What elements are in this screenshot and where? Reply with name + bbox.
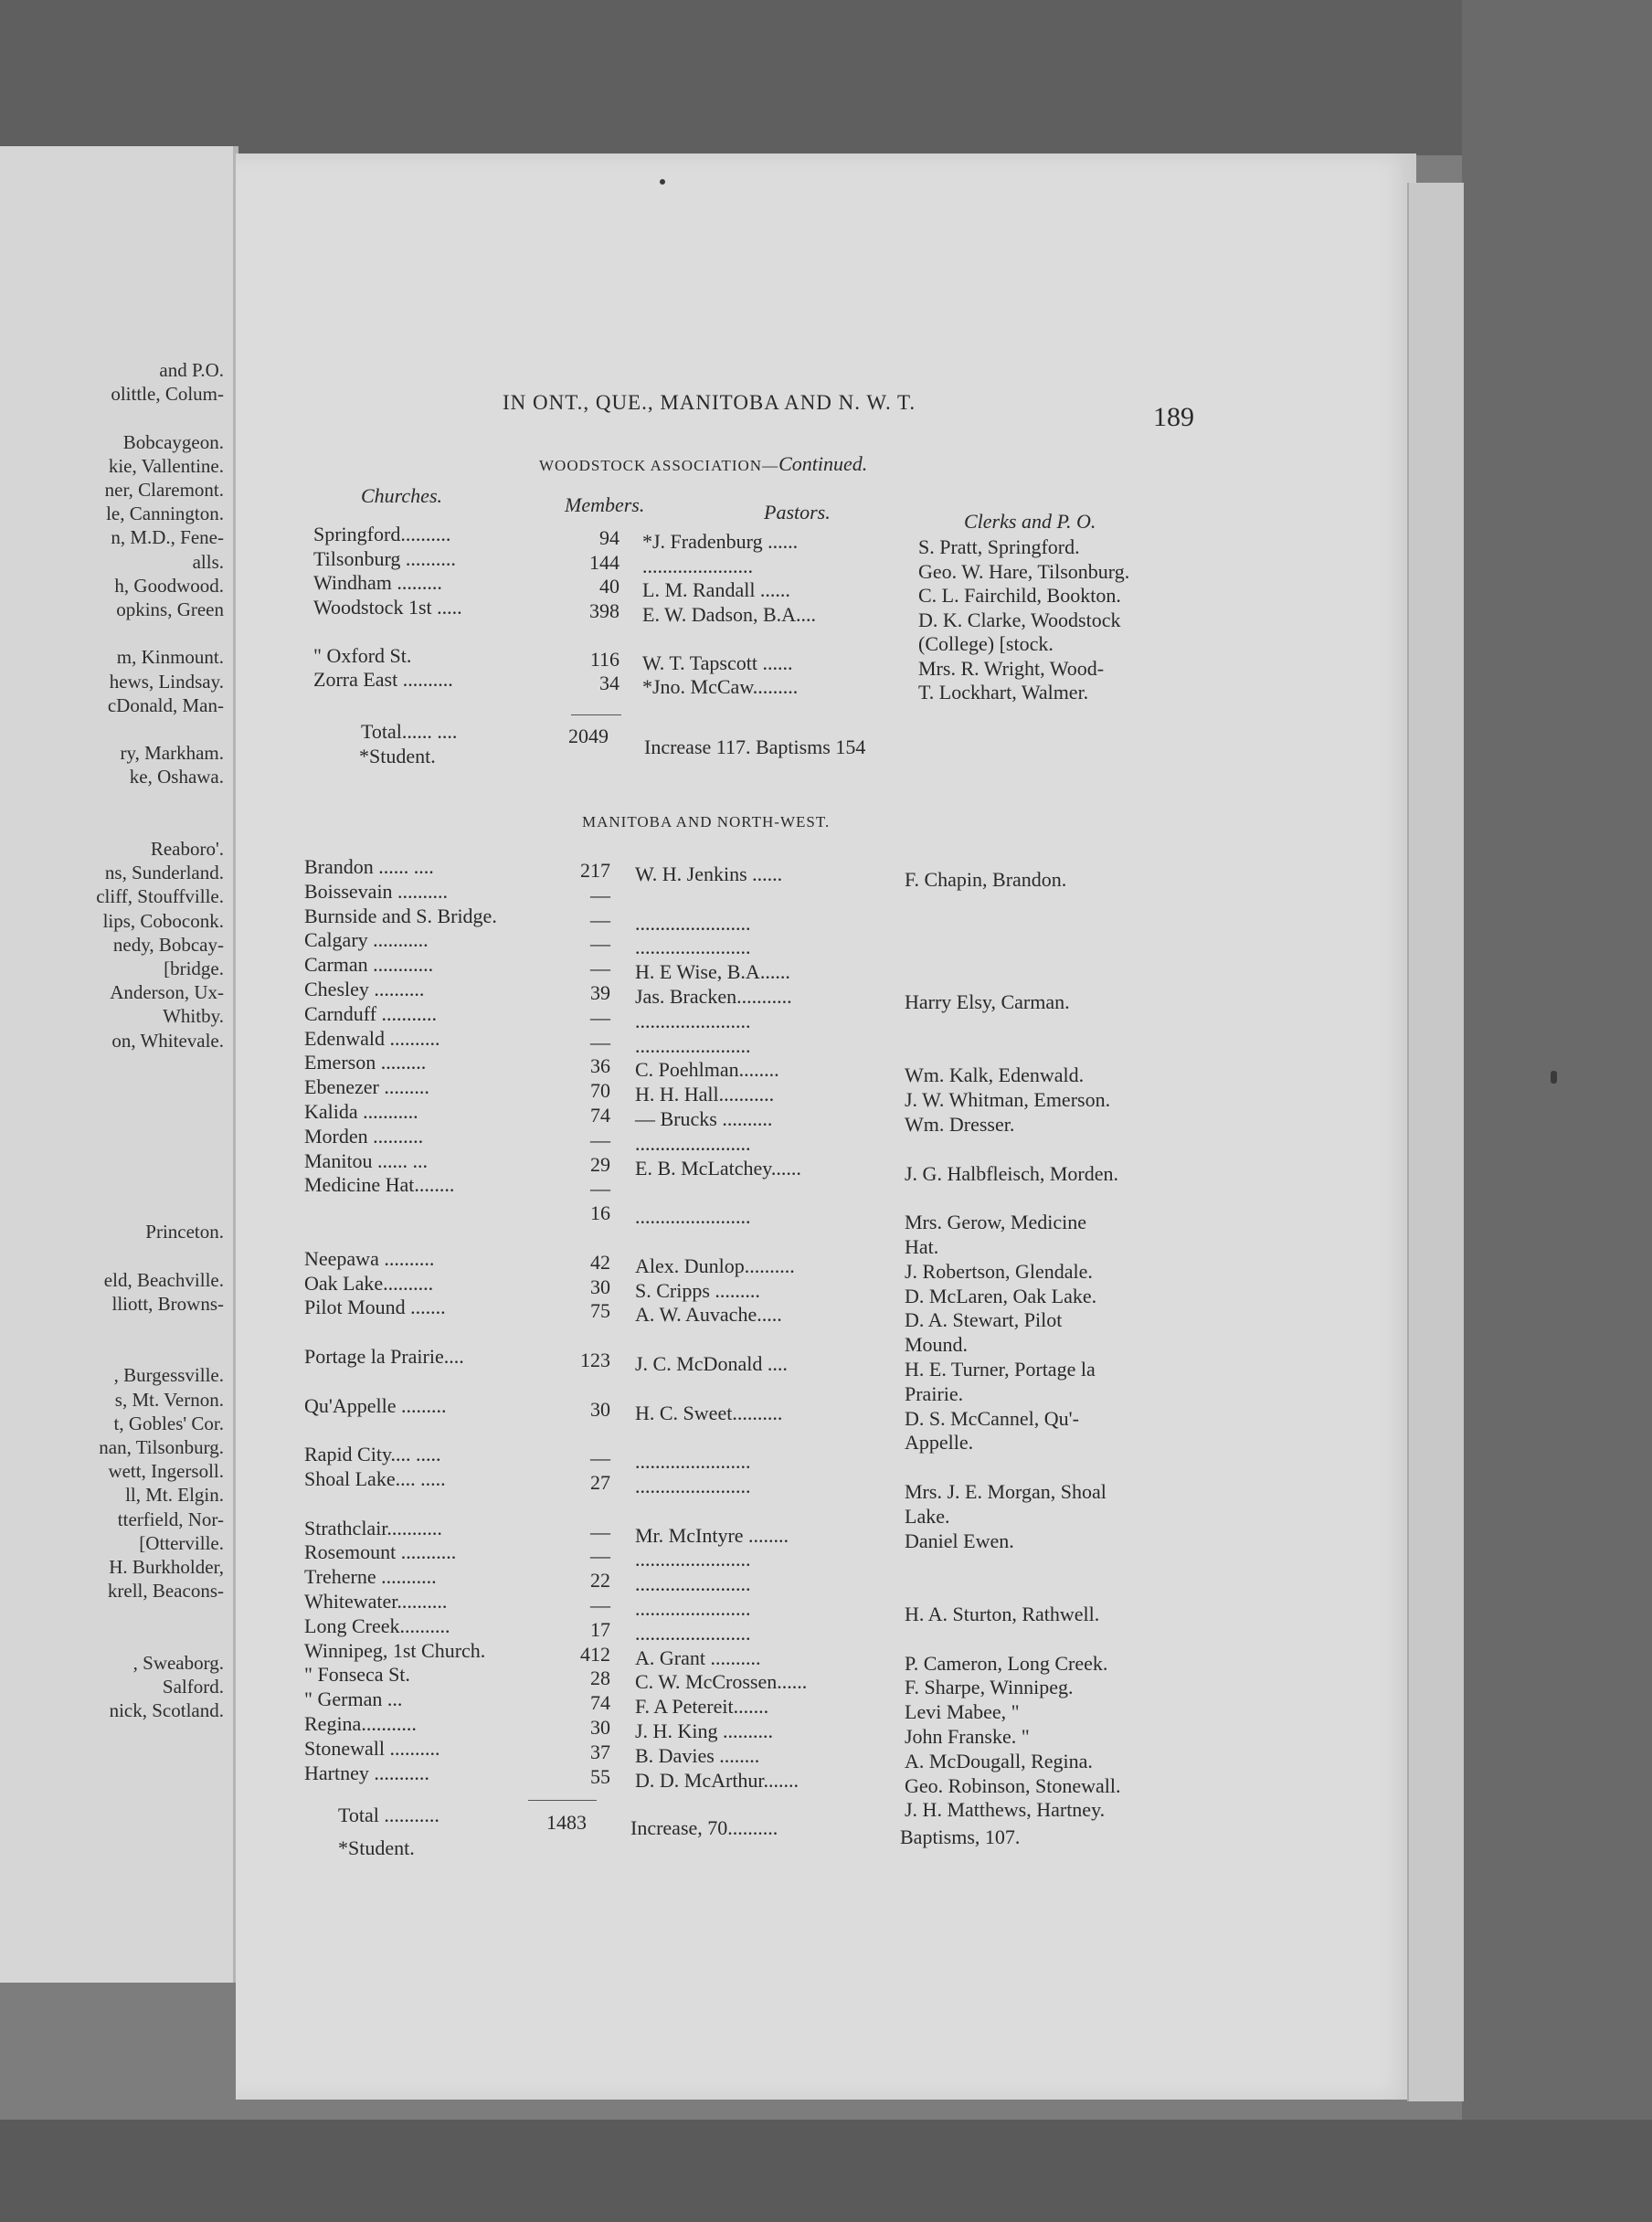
table-row-pastor: Jas. Bracken........... xyxy=(635,985,792,1008)
table-row-church: Qu'Appelle ......... xyxy=(304,1393,447,1417)
table-row-pastor: S. Cripps ......... xyxy=(635,1278,760,1302)
table-row-members: 75 xyxy=(590,1299,610,1323)
manitoba-total-baptisms: Baptisms, 107. xyxy=(900,1825,1021,1848)
table-row-clerk: D. McLaren, Oak Lake. xyxy=(905,1284,1097,1307)
table-row-members: 412 xyxy=(580,1642,610,1666)
scan-background-top xyxy=(0,0,1652,155)
table-row-clerk: Mrs. J. E. Morgan, Shoal xyxy=(905,1480,1107,1503)
table-row-members: 94 xyxy=(599,526,620,549)
table-row-church: Brandon ...... .... xyxy=(304,855,434,878)
table-row-pastor: ....................... xyxy=(635,1033,751,1057)
table-row-members: — xyxy=(590,883,610,906)
left-page-line: nedy, Bobcay- xyxy=(112,933,224,956)
table-row-members: 217 xyxy=(580,859,610,882)
table-row-clerk: J. W. Whitman, Emerson. xyxy=(905,1088,1111,1112)
manitoba-total-members: 1483 xyxy=(546,1811,587,1834)
table-row-church: Oak Lake.......... xyxy=(304,1271,434,1295)
table-row-clerk: J. Robertson, Glendale. xyxy=(905,1259,1093,1283)
table-row-church: Emerson ......... xyxy=(304,1051,427,1074)
table-row-church: Edenwald .......... xyxy=(304,1026,440,1050)
table-row-clerk: J. H. Matthews, Hartney. xyxy=(905,1798,1106,1822)
woodstock-total-members: 2049 xyxy=(568,725,609,747)
table-row-pastor: J. C. McDonald .... xyxy=(635,1352,788,1375)
left-page-line: olittle, Colum- xyxy=(111,383,224,406)
left-page-line: le, Cannington. xyxy=(106,503,224,525)
table-row-church: Regina........... xyxy=(304,1712,417,1735)
scan-speck xyxy=(660,179,665,185)
scan-speck xyxy=(1551,1071,1557,1084)
table-row-pastor: C. Poehlman........ xyxy=(635,1058,779,1082)
table-row-clerk: Geo. W. Hare, Tilsonburg. xyxy=(918,559,1130,583)
section-title-continued: Continued. xyxy=(778,452,868,475)
table-row-pastor: ....................... xyxy=(635,911,751,935)
table-row-church: " German ... xyxy=(304,1688,403,1711)
table-row-clerk: Mrs. R. Wright, Wood- xyxy=(918,656,1105,680)
left-page-line: nick, Scotland. xyxy=(109,1699,224,1722)
left-page-line: lips, Coboconk. xyxy=(102,909,224,932)
table-row-church: Springford.......... xyxy=(313,523,451,545)
table-row-members: 30 xyxy=(590,1716,610,1739)
manitoba-total-label: Total ........... xyxy=(338,1804,439,1826)
left-page-line: nan, Tilsonburg. xyxy=(99,1436,224,1458)
left-page-line: Salford. xyxy=(162,1676,224,1698)
left-page-fragment xyxy=(0,146,238,1983)
table-row-church: Treherne ........... xyxy=(304,1565,437,1589)
left-page-line: ll, Mt. Elgin. xyxy=(125,1484,224,1507)
table-row-members: 28 xyxy=(590,1666,610,1690)
table-row-church: Woodstock 1st ..... xyxy=(313,595,462,619)
table-row-pastor: ...................... xyxy=(642,554,753,577)
table-row-pastor: C. W. McCrossen...... xyxy=(635,1670,808,1694)
table-row-clerk: Daniel Ewen. xyxy=(905,1529,1014,1552)
left-page-line: and P.O. xyxy=(159,359,224,381)
table-row-clerk: Wm. Dresser. xyxy=(905,1113,1015,1136)
table-row-clerk: Harry Elsy, Carman. xyxy=(905,990,1070,1013)
table-row-clerk: A. McDougall, Regina. xyxy=(905,1749,1093,1772)
table-row-pastor: ....................... xyxy=(635,1009,751,1032)
left-page-line: t, Gobles' Cor. xyxy=(113,1412,224,1434)
table-row-members: 116 xyxy=(589,647,620,671)
table-row-pastor: — Brucks .......... xyxy=(635,1107,773,1130)
table-row-clerk: T. Lockhart, Walmer. xyxy=(918,681,1089,704)
table-row-members: 22 xyxy=(590,1569,610,1592)
table-row-clerk: D. A. Stewart, Pilot xyxy=(905,1308,1063,1332)
table-row-church: " Fonseca St. xyxy=(304,1663,410,1687)
table-row-members: 40 xyxy=(599,575,620,598)
table-row-church: Winnipeg, 1st Church. xyxy=(304,1638,486,1662)
table-row-pastor: A. W. Auvache..... xyxy=(635,1303,782,1327)
table-row-members: 144 xyxy=(589,550,620,574)
scan-background-right xyxy=(1462,0,1652,2222)
woodstock-total-note: Increase 117. Baptisms 154 xyxy=(644,735,866,758)
page-number: 189 xyxy=(1153,402,1194,432)
left-page-line: n, M.D., Fene- xyxy=(111,526,224,549)
left-page-line: Reaboro'. xyxy=(150,838,224,860)
table-row-pastor: ....................... xyxy=(635,1597,751,1620)
table-row-clerk: Levi Mabee, " xyxy=(905,1700,1020,1724)
table-row-members: 74 xyxy=(590,1691,610,1715)
table-row-church: Shoal Lake.... ..... xyxy=(304,1467,446,1490)
table-row-clerk: H. E. Turner, Portage la xyxy=(905,1358,1096,1381)
col-header-pastors: Pastors. xyxy=(764,501,831,524)
table-row-clerk: Hat. xyxy=(905,1235,939,1258)
manitoba-section-title: MANITOBA AND NORTH-WEST. xyxy=(582,813,831,831)
left-page-line: Bobcaygeon. xyxy=(122,430,224,453)
left-page-line: on, Whitevale. xyxy=(111,1029,224,1052)
table-row-members: 42 xyxy=(590,1250,610,1274)
table-row-clerk: H. A. Sturton, Rathwell. xyxy=(905,1603,1100,1625)
table-row-pastor: H. E Wise, B.A...... xyxy=(635,960,790,984)
table-row-clerk: Mrs. Gerow, Medicine xyxy=(905,1211,1086,1234)
table-row-church: Zorra East .......... xyxy=(313,668,453,691)
table-row-members: 30 xyxy=(590,1275,610,1298)
table-row-members: 398 xyxy=(589,598,620,622)
table-row-church: Ebenezer ......... xyxy=(304,1075,429,1099)
table-row-members: 16 xyxy=(590,1201,610,1225)
col-header-clerks: Clerks and P. O. xyxy=(964,510,1096,533)
left-page-line: [bridge. xyxy=(164,958,224,979)
left-page-line: Princeton. xyxy=(145,1221,224,1243)
left-page-line: m, Kinmount. xyxy=(116,646,224,669)
table-row-members: 30 xyxy=(590,1397,610,1421)
table-row-clerk: Geo. Robinson, Stonewall. xyxy=(905,1773,1121,1797)
table-row-pastor: ....................... xyxy=(635,1205,751,1229)
table-row-pastor: J. H. King .......... xyxy=(635,1719,773,1742)
left-page-line: Anderson, Ux- xyxy=(110,981,224,1004)
table-row-church: Stonewall .......... xyxy=(304,1736,440,1760)
manitoba-student-note: *Student. xyxy=(338,1836,415,1859)
woodstock-section-title xyxy=(539,452,867,476)
table-row-church: Tilsonburg .......... xyxy=(313,546,456,570)
table-row-pastor: D. D. McArthur....... xyxy=(635,1768,800,1792)
table-row-pastor: W. H. Jenkins ...... xyxy=(635,862,783,885)
col-header-members: Members. xyxy=(565,493,645,516)
table-row-church: Pilot Mound ....... xyxy=(304,1296,446,1319)
table-row-pastor: B. Davies ........ xyxy=(635,1743,760,1767)
table-row-pastor: Mr. McIntyre ........ xyxy=(635,1523,789,1547)
table-row-church: Boissevain .......... xyxy=(304,879,449,903)
table-row-pastor: *J. Fradenburg ...... xyxy=(642,530,799,553)
table-row-members: 70 xyxy=(590,1079,610,1103)
table-row-pastor: F. A Petereit....... xyxy=(635,1695,769,1719)
table-row-clerk: Wm. Kalk, Edenwald. xyxy=(905,1063,1085,1087)
table-row-pastor: ....................... xyxy=(635,1131,751,1155)
col-header-churches: Churches. xyxy=(361,484,443,507)
manitoba-total-rule xyxy=(528,1800,597,1801)
table-row-members: 29 xyxy=(590,1152,610,1176)
page-edge xyxy=(1407,183,1464,2101)
table-row-clerk: (College) [stock. xyxy=(918,632,1054,655)
table-row-church: Strathclair........... xyxy=(304,1516,442,1540)
left-page-line: opkins, Green xyxy=(116,598,224,620)
table-row-clerk: J. G. Halbfleisch, Morden. xyxy=(905,1161,1119,1185)
left-page-line: h, Goodwood. xyxy=(114,574,224,597)
table-row-members: — xyxy=(590,1446,610,1470)
table-row-members: — xyxy=(590,1593,610,1616)
table-row-pastor: E. B. McLatchey...... xyxy=(635,1156,801,1180)
table-row-members: — xyxy=(590,1519,610,1543)
table-row-pastor: *Jno. McCaw......... xyxy=(642,675,799,698)
table-row-pastor: ....................... xyxy=(635,1450,751,1474)
table-row-members: — xyxy=(590,1544,610,1568)
table-row-pastor: ....................... xyxy=(635,1572,751,1596)
left-page-line: lliott, Browns- xyxy=(111,1292,224,1315)
table-row-church: Medicine Hat........ xyxy=(304,1173,455,1197)
table-row-clerk: John Franske. " xyxy=(905,1725,1030,1748)
table-row-clerk: C. L. Fairchild, Bookton. xyxy=(918,584,1121,607)
table-row-clerk: Lake. xyxy=(905,1504,950,1528)
left-page-line: cliff, Stouffville. xyxy=(96,885,224,908)
table-row-church: Rapid City.... ..... xyxy=(304,1443,441,1466)
table-row-church: Carnduff ........... xyxy=(304,1001,438,1025)
table-row-members: 74 xyxy=(590,1104,610,1127)
table-row-church: Chesley .......... xyxy=(304,978,425,1000)
left-page-line: cDonald, Man- xyxy=(107,693,224,716)
table-row-pastor: ....................... xyxy=(635,1475,751,1497)
table-row-church: Manitou ...... ... xyxy=(304,1148,429,1172)
table-row-pastor: W. T. Tapscott ...... xyxy=(642,651,793,674)
table-row-clerk: F. Chapin, Brandon. xyxy=(905,868,1067,891)
table-row-pastor: ....................... xyxy=(635,1548,751,1571)
table-row-church: Calgary ........... xyxy=(304,928,429,952)
running-header: IN ONT., QUE., MANITOBA AND N. W. T. xyxy=(503,391,916,414)
table-row-clerk: Appelle. xyxy=(905,1431,974,1455)
woodstock-total-rule xyxy=(571,714,621,715)
table-row-members: — xyxy=(590,932,610,956)
section-title-text: WOODSTOCK ASSOCIATION— xyxy=(539,457,779,474)
table-row-members: — xyxy=(590,1005,610,1029)
table-row-church: Neepawa .......... xyxy=(304,1246,435,1270)
woodstock-total-label: Total...... .... xyxy=(361,720,458,743)
table-row-members: 39 xyxy=(590,981,610,1004)
left-page-line: ke, Oshawa. xyxy=(129,766,224,788)
table-row-members: 34 xyxy=(599,672,620,694)
table-row-members: — xyxy=(590,957,610,980)
left-page-line: , Sweaborg. xyxy=(132,1651,224,1674)
table-row-clerk: D. S. McCannel, Qu'- xyxy=(905,1406,1079,1430)
table-row-members: — xyxy=(590,1177,610,1201)
left-page-line: wett, Ingersoll. xyxy=(108,1460,224,1483)
table-row-members: — xyxy=(590,1127,610,1151)
table-row-members: — xyxy=(590,1030,610,1053)
table-row-pastor: H. C. Sweet.......... xyxy=(635,1401,783,1424)
left-page-line: ns, Sunderland. xyxy=(104,862,224,884)
left-page-line: alls. xyxy=(192,550,224,573)
table-row-church: Portage la Prairie.... xyxy=(304,1345,464,1368)
table-row-church: Hartney ........... xyxy=(304,1761,429,1784)
woodstock-student-note: *Student. xyxy=(359,745,436,767)
table-row-clerk: D. K. Clarke, Woodstock xyxy=(918,608,1121,631)
table-row-church: Whitewater.......... xyxy=(304,1590,448,1613)
left-page-line: , Burgessville. xyxy=(113,1364,224,1387)
left-page-line: H. Burkholder, xyxy=(109,1556,224,1578)
table-row-clerk: S. Pratt, Springford. xyxy=(918,535,1080,558)
left-page-line: hews, Lindsay. xyxy=(109,670,224,693)
table-row-pastor: A. Grant .......... xyxy=(635,1645,761,1669)
table-row-pastor: Alex. Dunlop.......... xyxy=(635,1254,795,1277)
table-row-church: Windham ......... xyxy=(313,571,442,594)
table-row-pastor: E. W. Dadson, B.A.... xyxy=(642,602,817,626)
table-row-members: — xyxy=(590,907,610,931)
table-row-pastor: L. M. Randall ...... xyxy=(642,578,790,601)
table-row-members: 36 xyxy=(590,1054,610,1078)
left-page-line: [Otterville. xyxy=(139,1531,224,1554)
table-row-church: Morden .......... xyxy=(304,1124,424,1148)
left-page-line: Whitby. xyxy=(163,1005,224,1028)
table-row-members: 55 xyxy=(590,1764,610,1788)
table-row-clerk: F. Sharpe, Winnipeg. xyxy=(905,1676,1074,1699)
left-page-line: ry, Markham. xyxy=(120,742,224,765)
table-row-clerk: Prairie. xyxy=(905,1381,964,1405)
table-row-church: Kalida ........... xyxy=(304,1100,418,1123)
scan-background-bottom xyxy=(0,2120,1652,2222)
left-page-line: tterfield, Nor- xyxy=(117,1508,224,1530)
table-row-pastor: ....................... xyxy=(635,1621,751,1645)
table-row-church: Rosemount ........... xyxy=(304,1540,457,1564)
table-row-clerk: Mound. xyxy=(905,1333,969,1357)
left-page-line: krell, Beacons- xyxy=(107,1580,224,1603)
table-row-pastor: H. H. Hall........... xyxy=(635,1083,775,1106)
table-row-church: " Oxford St. xyxy=(313,643,412,667)
table-row-members: 123 xyxy=(580,1349,610,1371)
table-row-clerk: P. Cameron, Long Creek. xyxy=(905,1651,1108,1675)
left-page-line: eld, Beachville. xyxy=(103,1268,224,1291)
left-page-line: s, Mt. Vernon. xyxy=(114,1388,224,1411)
table-row-members: 17 xyxy=(590,1617,610,1641)
table-row-pastor: ....................... xyxy=(635,936,751,959)
left-page-line: ner, Claremont. xyxy=(104,479,224,501)
table-row-church: Carman ............ xyxy=(304,953,434,977)
table-row-members: 37 xyxy=(590,1740,610,1763)
manitoba-total-increase: Increase, 70.......... xyxy=(630,1816,778,1839)
table-row-church: Burnside and S. Bridge. xyxy=(304,904,497,927)
left-page-line: kie, Vallentine. xyxy=(108,454,224,477)
table-row-church: Long Creek.......... xyxy=(304,1614,450,1637)
table-row-members: 27 xyxy=(590,1471,610,1494)
